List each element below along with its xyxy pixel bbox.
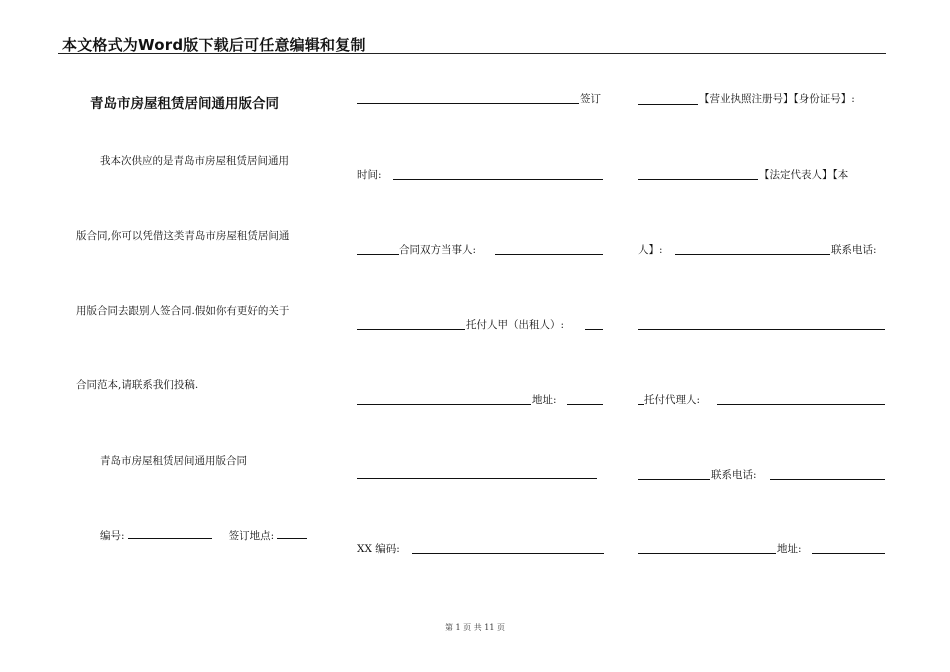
time-blank[interactable] <box>393 179 603 180</box>
header-divider <box>58 53 886 54</box>
sign-label: 签订 <box>580 93 601 105</box>
xx-code-blank[interactable] <box>412 553 604 554</box>
address2-blank[interactable] <box>812 553 885 554</box>
intro-line-3: 用版合同去跟别人签合同.假如你有更好的关于 <box>76 305 290 317</box>
page-prefix: 第 <box>444 623 453 632</box>
page-suffix: 页 <box>497 623 505 632</box>
party-a-label: 托付人甲（出租人）: <box>466 319 565 331</box>
number-label: 编号: <box>100 530 125 542</box>
intro-line-4: 合同范本,请联系我们投稿. <box>76 379 199 391</box>
address2-prefix-blank[interactable] <box>638 553 776 554</box>
party-a-prefix-blank[interactable] <box>357 329 465 330</box>
parties-label: 合同双方当事人: <box>399 244 477 256</box>
intro-line-1: 我本次供应的是青岛市房屋租赁居间通用 <box>100 155 289 167</box>
sign-place-blank[interactable] <box>277 528 307 539</box>
person-label: 人】: <box>638 244 663 256</box>
agent-blank[interactable] <box>717 404 885 405</box>
address-blank[interactable] <box>567 404 603 405</box>
number-row <box>100 528 307 543</box>
intro-line-2: 版合同,你可以凭借这类青岛市房屋租赁居间通 <box>76 230 290 242</box>
phone2-prefix-blank[interactable] <box>638 479 710 480</box>
page-header: 本文格式为Word版下载后可任意编辑和复制 <box>62 36 366 54</box>
sign-place-label: 签订地点: <box>228 530 275 542</box>
page-mid: 页 共 <box>463 623 482 632</box>
document-title: 青岛市房屋租赁居间通用版合同 <box>90 96 279 112</box>
address-prefix-blank[interactable] <box>357 404 531 405</box>
phone2-label: 联系电话: <box>711 469 757 481</box>
blank-line-row6[interactable] <box>357 478 597 479</box>
phone-label: 联系电话: <box>831 244 877 256</box>
page-footer <box>0 622 950 633</box>
sign-blank[interactable] <box>357 103 579 104</box>
license-prefix-blank[interactable] <box>638 104 698 105</box>
parties-blank[interactable] <box>495 254 603 255</box>
address2-label: 地址: <box>777 543 802 555</box>
blank-line-col3-row4[interactable] <box>638 329 885 330</box>
xx-code-label: XX 编码: <box>357 543 400 555</box>
license-label: 【营业执照注册号】【身份证号】: <box>699 93 855 105</box>
legal-rep-label: 【法定代表人】【本 <box>759 169 849 181</box>
address-label: 地址: <box>532 394 557 406</box>
agent-label: 托付代理人: <box>644 394 701 406</box>
page-number: 1 <box>455 623 461 632</box>
phone2-blank[interactable] <box>770 479 885 480</box>
contract-subtitle: 青岛市房屋租赁居间通用版合同 <box>100 455 247 467</box>
number-blank[interactable] <box>128 528 212 539</box>
legal-rep-prefix-blank[interactable] <box>638 179 758 180</box>
party-a-blank[interactable] <box>585 329 603 330</box>
time-label: 时间: <box>357 169 382 181</box>
person-blank[interactable] <box>675 254 830 255</box>
parties-prefix-blank[interactable] <box>357 254 399 255</box>
page-total: 11 <box>484 623 495 632</box>
